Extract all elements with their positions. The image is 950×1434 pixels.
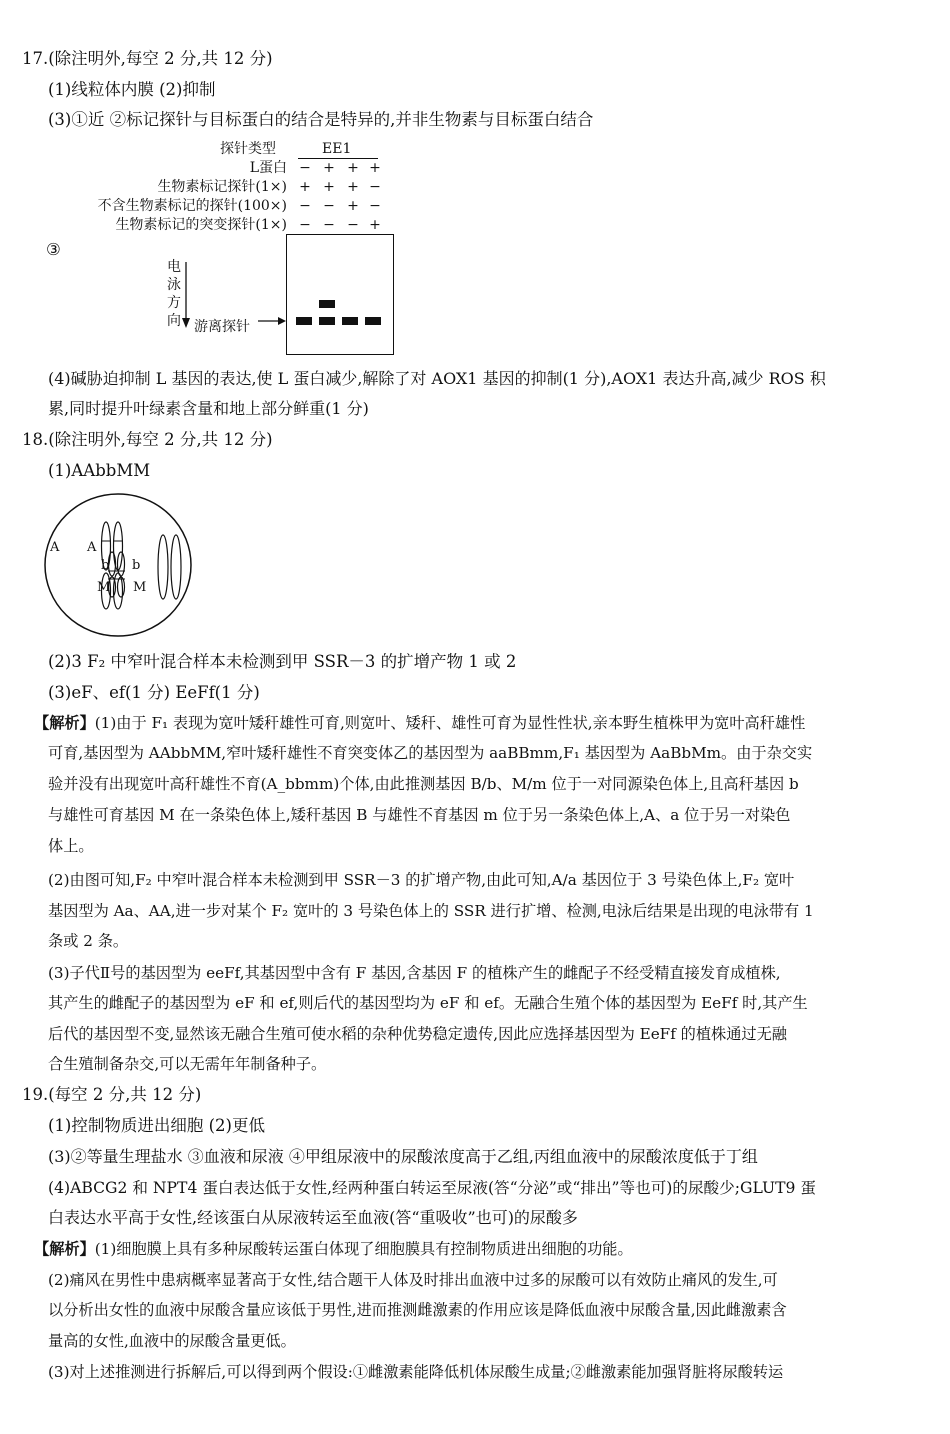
sign: +	[323, 179, 335, 195]
direction-char: 向	[167, 313, 181, 329]
cut-off-line-clip	[0, 1362, 950, 1381]
q18-analysis-line: 基因型为 Aa、AA,进一步对某个 F₂ 宽叶的 3 号染色体上的 SSR 进行扩增、检测,电泳后结果是出现的电泳带有 1	[48, 902, 814, 920]
analysis-tag: 【解析】	[34, 714, 95, 732]
q18-analysis-line: 其产生的雌配子的基因型为 eF 和 ef,则后代的基因型均为 eF 和 ef。无融合生殖个体的基因型为 EeFf 时,其产生	[48, 994, 808, 1012]
sign: +	[347, 179, 359, 195]
free-probe-band-4	[365, 317, 381, 325]
q19-header: 19.(每空 2 分,共 12 分)	[22, 1085, 202, 1104]
analysis-tag: 【解析】	[34, 1240, 95, 1258]
q19-analysis-line: 以分析出女性的血液中尿酸含量应该低于男性,进而推测雌激素的作用应该是降低血液中尿酸含量,因此雌激素含	[48, 1301, 787, 1319]
free-probe-label: 游离探针	[194, 319, 250, 335]
q19-analysis-line: (2)痛风在男性中患病概率显著高于女性,结合题干人体及时排出血液中过多的尿酸可以有效防止痛风的发生,可	[48, 1271, 778, 1289]
group-underline	[298, 158, 378, 159]
q18-answer-1: (1)AAbbMM	[48, 461, 151, 480]
sign: −	[323, 198, 335, 214]
sign: −	[299, 198, 311, 214]
q18-analysis-line: (2)由图可知,F₂ 中窄叶混合样本未检测到甲 SSR－3 的扩增产物,由此可知,A/a 基因位于 3 号染色体上,F₂ 宽叶	[48, 871, 795, 889]
probe-type-label: 探针类型	[220, 141, 276, 157]
q19-analysis-line-cut: (3)对上述推测进行拆解后,可以得到两个假设:①雌激素能降低机体尿酸生成量;②雌激素能加强肾脏将尿酸转运	[48, 1363, 784, 1381]
q18-header: 18.(除注明外,每空 2 分,共 12 分)	[22, 430, 273, 449]
cell-drawing	[42, 491, 194, 639]
sign: +	[323, 160, 335, 176]
q18-analysis-line: 与雄性可育基因 M 在一条染色体上,矮秆基因 B 与雄性不育基因 m 位于另一条染色体上,A、a 位于另一对染色	[48, 806, 791, 824]
gene-label-m-left: M	[97, 580, 111, 595]
q18-answer-3: (3)eF、ef(1 分) EeFf(1 分)	[48, 683, 260, 702]
free-probe-arrow-icon	[258, 316, 286, 326]
row-label-mutant-probe: 生物素标记的突变探针(1×)	[115, 217, 287, 233]
q19-analysis-line: 量高的女性,血液中的尿酸含量更低。	[48, 1332, 296, 1350]
direction-char: 电	[167, 259, 181, 275]
q19-answer-1-2: (1)控制物质进出细胞 (2)更低	[48, 1116, 265, 1135]
q17-answer-3: (3)①近 ②标记探针与目标蛋白的结合是特异的,并非生物素与目标蛋白结合	[48, 110, 594, 129]
gene-label-b-left: b	[101, 558, 110, 573]
gene-label-b-right: b	[132, 558, 141, 573]
group-label-ee1: EE1	[322, 141, 352, 157]
free-probe-band-3	[342, 317, 358, 325]
q18-analysis-line: 【解析】(1)由于 F₁ 表现为宽叶矮秆雄性可育,则宽叶、矮秆、雄性可育为显性性状,亲本野生植株甲为宽叶高秆雄性	[34, 714, 806, 732]
sign: −	[323, 217, 335, 233]
q18-analysis-line: 可育,基因型为 AAbbMM,窄叶矮秆雄性不育突变体乙的基因型为 aaBBmm,F₁ 基因型为 AaBbMm。由于杂交实	[48, 744, 813, 762]
q17-answer-4-line2: 累,同时提升叶绿素含量和地上部分鲜重(1 分)	[48, 399, 369, 418]
gene-label-m-right: M	[133, 580, 147, 595]
direction-char: 方	[167, 295, 181, 311]
free-probe-band-2	[319, 317, 335, 325]
sign: +	[369, 217, 381, 233]
sign: −	[299, 217, 311, 233]
row-label-l-protein: L蛋白	[249, 160, 287, 176]
q17-answer-1-2: (1)线粒体内膜 (2)抑制	[48, 80, 216, 99]
row-label-unlabeled-probe: 不含生物素标记的探针(100×)	[97, 198, 287, 214]
sign: −	[369, 198, 381, 214]
q19-answer-4-line2: 白表达水平高于女性,经该蛋白从尿液转运至血液(答“重吸收”也可)的尿酸多	[48, 1208, 578, 1227]
sign: +	[347, 160, 359, 176]
q17-header: 17.(除注明外,每空 2 分,共 12 分)	[22, 49, 273, 68]
sign: −	[347, 217, 359, 233]
q19-answer-4-line1: (4)ABCG2 和 NPT4 蛋白表达低于女性,经两种蛋白转运至尿液(答“分泌”或“排出”等也可)的尿酸少;GLUT9 蛋	[48, 1179, 816, 1197]
q17-answer-4-line1: (4)碱胁迫抑制 L 基因的表达,使 L 蛋白减少,解除了对 AOX1 基因的抑制(1 分),AOX1 表达升高,减少 ROS 积	[48, 369, 826, 388]
direction-char: 泳	[167, 277, 181, 293]
free-probe-band-1	[296, 317, 312, 325]
shifted-complex-band	[319, 300, 335, 308]
q19-answer-3: (3)②等量生理盐水 ③血液和尿液 ④甲组尿液中的尿酸浓度高于乙组,丙组血液中的尿酸浓度低于丁组	[48, 1147, 758, 1166]
sign: −	[369, 179, 381, 195]
q18-analysis-line: 合生殖制备杂交,可以无需年年制备种子。	[48, 1055, 327, 1073]
gene-label-a-right: A	[87, 540, 97, 555]
q17-answer-3-3-marker: ③	[46, 240, 61, 259]
direction-arrow-icon	[181, 262, 195, 330]
gene-label-a-left: A	[50, 540, 60, 555]
gel-box	[286, 234, 394, 355]
q19-analysis-line: 【解析】(1)细胞膜上具有多种尿酸转运蛋白体现了细胞膜具有控制物质进出细胞的功能。	[34, 1240, 633, 1258]
sign: +	[369, 160, 381, 176]
sign: −	[299, 160, 311, 176]
q18-analysis-line: 体上。	[48, 837, 94, 855]
q18-analysis-line: (3)子代Ⅱ号的基因型为 eeFf,其基因型中含有 F 基因,含基因 F 的植株产生的雌配子不经受精直接发育成植株,	[48, 964, 781, 982]
q18-analysis-line: 后代的基因型不变,显然该无融合生殖可使水稻的杂种优势稳定遗传,因此应选择基因型为 EeFf 的植株通过无融	[48, 1025, 787, 1043]
q18-analysis-line: 验并没有出现宽叶高秆雄性不育(A_bbmm)个体,由此推测基因 B/b、M/m 位于一对同源染色体上,且高秆基因 b	[48, 775, 799, 793]
row-label-biotin-probe: 生物素标记探针(1×)	[157, 179, 287, 195]
sign: +	[347, 198, 359, 214]
q18-analysis-line: 条或 2 条。	[48, 932, 129, 950]
q18-answer-2: (2)3 F₂ 中窄叶混合样本未检测到甲 SSR－3 的扩增产物 1 或 2	[48, 652, 517, 671]
sign: +	[299, 179, 311, 195]
